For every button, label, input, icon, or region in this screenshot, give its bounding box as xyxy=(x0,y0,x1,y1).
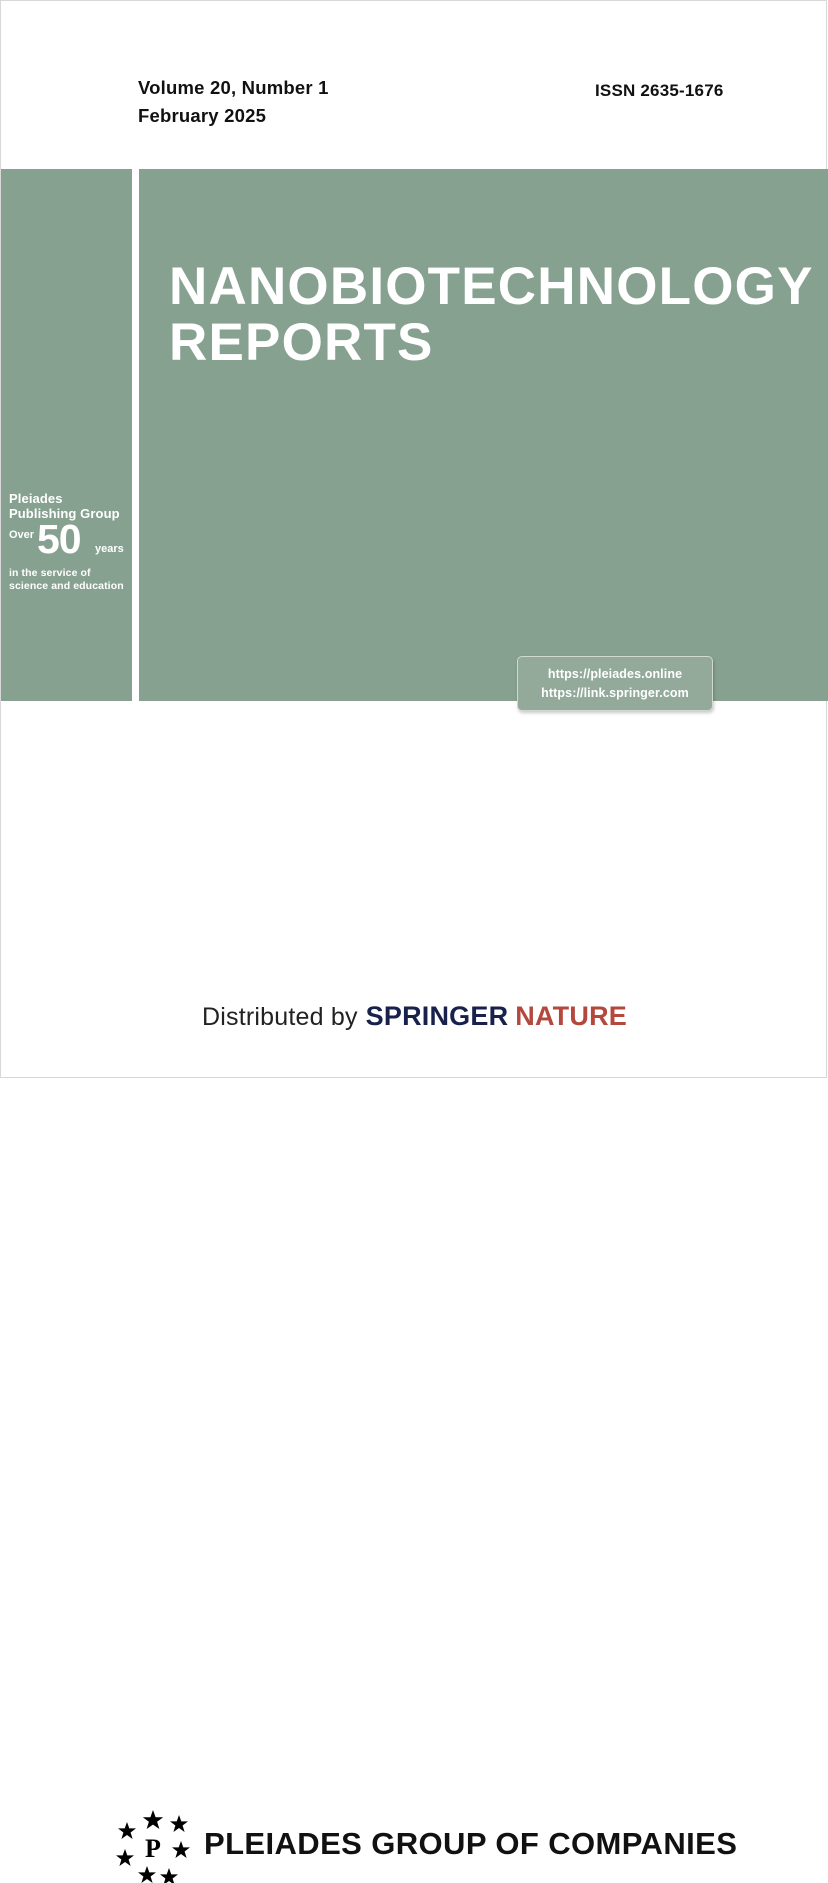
cover-header xyxy=(1,1,828,169)
volume-number-text: Volume 20, Number 1 xyxy=(138,77,329,98)
pleiades-group-title: PLEIADES GROUP OF COMPANIES xyxy=(204,1826,738,1861)
journal-title xyxy=(169,257,814,372)
distributed-by-label: Distributed by xyxy=(202,1003,358,1031)
journal-title-line1: NANOBIOTECHNOLOGY xyxy=(169,257,814,316)
journal-title-line2: REPORTS xyxy=(169,313,434,372)
website-url-sticker[interactable] xyxy=(517,656,713,711)
anniversary-number-row xyxy=(9,516,129,565)
cover-color-band xyxy=(1,169,828,701)
issue-date-text: February 2025 xyxy=(138,105,267,126)
anniversary-years-label: years xyxy=(95,543,124,555)
distributed-by-row xyxy=(1,1001,828,1032)
anniversary-service-line1: in the service of xyxy=(9,567,91,579)
anniversary-over-label: Over xyxy=(9,529,35,541)
anniversary-number: 50 xyxy=(37,516,81,562)
publisher-name-line1: Pleiades xyxy=(9,491,63,506)
anniversary-service-line2: science and education xyxy=(9,580,124,592)
anniversary-service-text xyxy=(9,567,129,593)
band-vertical-divider xyxy=(132,169,139,701)
svg-text:P: P xyxy=(145,1834,161,1863)
springer-link-url-link[interactable]: https://link.springer.com xyxy=(541,685,689,700)
pleiades-stars-logo-icon xyxy=(111,1809,195,1883)
issn-text: ISSN 2635-1676 xyxy=(595,81,724,100)
springer-wordmark: SPRINGER xyxy=(365,1001,509,1031)
anniversary-emblem xyxy=(9,491,129,593)
pleiades-url-link[interactable]: https://pleiades.online xyxy=(547,666,683,681)
publisher-name-line2: Publishing Group xyxy=(9,506,120,521)
nature-wordmark: NATURE xyxy=(515,1001,627,1031)
